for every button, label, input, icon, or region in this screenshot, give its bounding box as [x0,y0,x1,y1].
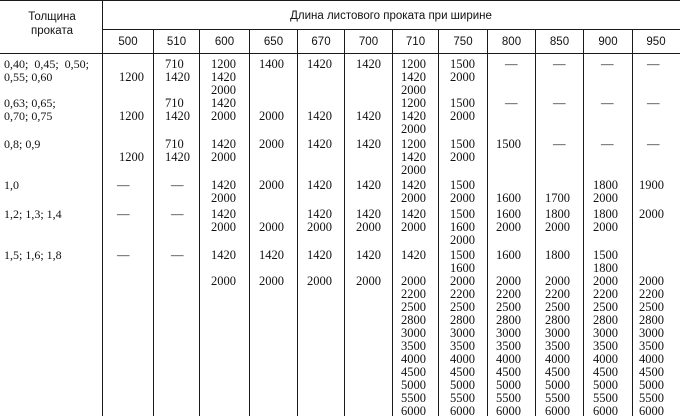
length-value-cell: 1200 1420 2000 [401,57,426,97]
length-value-cell: 710 1420 [165,137,190,164]
length-value-cell: 1420 2000 [401,207,426,234]
length-value-cell: 2000 [639,207,664,221]
width-header: 510 [166,36,187,48]
width-header: 750 [453,36,473,48]
thickness-column-header: Толщина проката [28,11,76,37]
length-value-cell: — [117,248,130,262]
length-value-cell: 1600 2000 [496,207,521,234]
length-value-cell: 710 1420 [165,57,190,84]
width-header: 900 [598,36,618,48]
thickness-cell: 0,40; 0,45; 0,50; 0,55; 0,60 [4,57,90,84]
length-value-cell: — [171,248,184,262]
length-value-cell: 1200 1420 2000 [401,137,426,177]
length-value-cell: 1420 2000 [211,248,236,288]
length-value-cell: 1400 [259,57,284,71]
length-value-cell: 1500 2000 [450,178,475,205]
length-value-cell: 1500 2000 [450,96,475,123]
length-value-cell: 1420 [356,57,381,71]
length-value-cell: 1200 1420 2000 [211,57,236,97]
length-value-cell: 2000 [259,220,284,234]
thickness-cell: 1,5; 1,6; 1,8 [4,248,62,262]
length-value-cell: — [647,137,660,151]
length-value-cell: 1420 [307,57,332,71]
width-header: 600 [214,36,235,48]
length-value-cell: — [171,178,184,192]
thickness-cell: 1,0 [4,178,19,192]
length-value-cell: 1420 2000 [259,248,284,288]
length-value-cell: 1420 [307,109,332,123]
length-value-cell: 1800 2000 2200 2500 2800 3000 3500 4000 4500 5000 5500 6000 [545,248,570,418]
length-value-cell: 1600 2000 2200 2500 2800 3000 3500 4000 4500 5000 5500 6000 [496,248,521,418]
length-value-cell: — [647,96,660,110]
length-value-cell: 1500 2000 [450,57,475,84]
length-value-cell: 2000 2200 2500 2800 3000 3500 4000 4500 5000 5500 6000 [639,274,664,418]
length-value-cell: 1500 [496,137,521,151]
length-value-cell: 1600 [496,191,521,205]
width-header: 500 [118,36,138,48]
length-value-cell: 1500 1800 2000 2200 2500 2800 3000 3500 4000 4500 5000 5500 6000 [593,248,618,418]
length-value-cell: 1200 [119,150,144,164]
length-value-cell: 2000 [259,178,284,192]
length-value-cell: 1200 [119,70,144,84]
thickness-cell: 1,2; 1,3; 1,4 [4,207,62,221]
length-value-cell: 1420 2000 [211,137,236,164]
length-value-cell: 1800 2000 [593,207,618,234]
length-value-cell: 1420 2000 [211,96,236,123]
width-header: 950 [646,36,666,48]
length-value-cell: 1420 [307,178,332,192]
length-value-cell: 1420 2000 [211,207,236,234]
width-header: 650 [263,36,284,48]
length-value-cell: — [117,207,130,221]
length-value-cell: 1800 2000 [593,178,618,205]
length-value-cell: 1200 [119,109,144,123]
length-value-cell: 1420 2000 [307,207,332,234]
length-value-cell: — [553,96,566,110]
length-value-cell: — [601,57,614,71]
length-value-cell: 1420 2000 [307,248,332,288]
thickness-cell: 0,8; 0,9 [4,137,41,151]
width-header: 800 [501,36,522,48]
length-value-cell: — [117,178,130,192]
length-value-cell: — [553,137,566,151]
length-value-cell: — [601,137,614,151]
length-value-cell: — [505,57,518,71]
length-value-cell: — [601,96,614,110]
length-value-cell: 1420 [356,178,381,192]
length-value-cell: 1500 1600 2000 [450,207,475,247]
width-header: 670 [311,36,331,48]
length-value-cell: 1800 2000 [545,207,570,234]
length-value-cell: 1200 1420 2000 [401,96,426,136]
length-value-cell: — [647,57,660,71]
length-value-cell: 1420 [356,137,381,151]
length-value-cell: 1500 1600 2000 2200 2500 2800 3000 3500 4000 4500 5000 5500 6000 [450,248,475,418]
length-value-cell: 710 1420 [165,96,190,123]
length-value-cell: — [171,207,184,221]
length-value-cell: 2000 [259,137,284,151]
length-value-cell: 1420 [356,109,381,123]
length-value-cell: 1420 [307,137,332,151]
width-header: 850 [549,36,570,48]
width-header: 710 [405,36,426,48]
width-header: 700 [358,36,379,48]
length-value-cell: — [553,57,566,71]
length-value-cell: 1700 [545,191,570,205]
length-value-cell: 1420 2000 [356,207,381,234]
length-group-header: Длина листового проката при ширине [290,10,492,22]
thickness-cell: 0,63; 0,65; 0,70; 0,75 [4,96,56,123]
length-value-cell: 1900 [639,178,664,192]
length-value-cell: — [505,96,518,110]
length-value-cell: 1420 2000 [211,178,236,205]
length-value-cell: 1500 2000 [450,137,475,164]
length-value-cell: 2000 [259,109,284,123]
length-value-cell: 1420 2000 [356,248,381,288]
length-value-cell: 1420 2000 [401,178,426,205]
length-value-cell: 1420 2000 2200 2500 2800 3000 3500 4000 4500 5000 5500 6000 [401,248,426,418]
